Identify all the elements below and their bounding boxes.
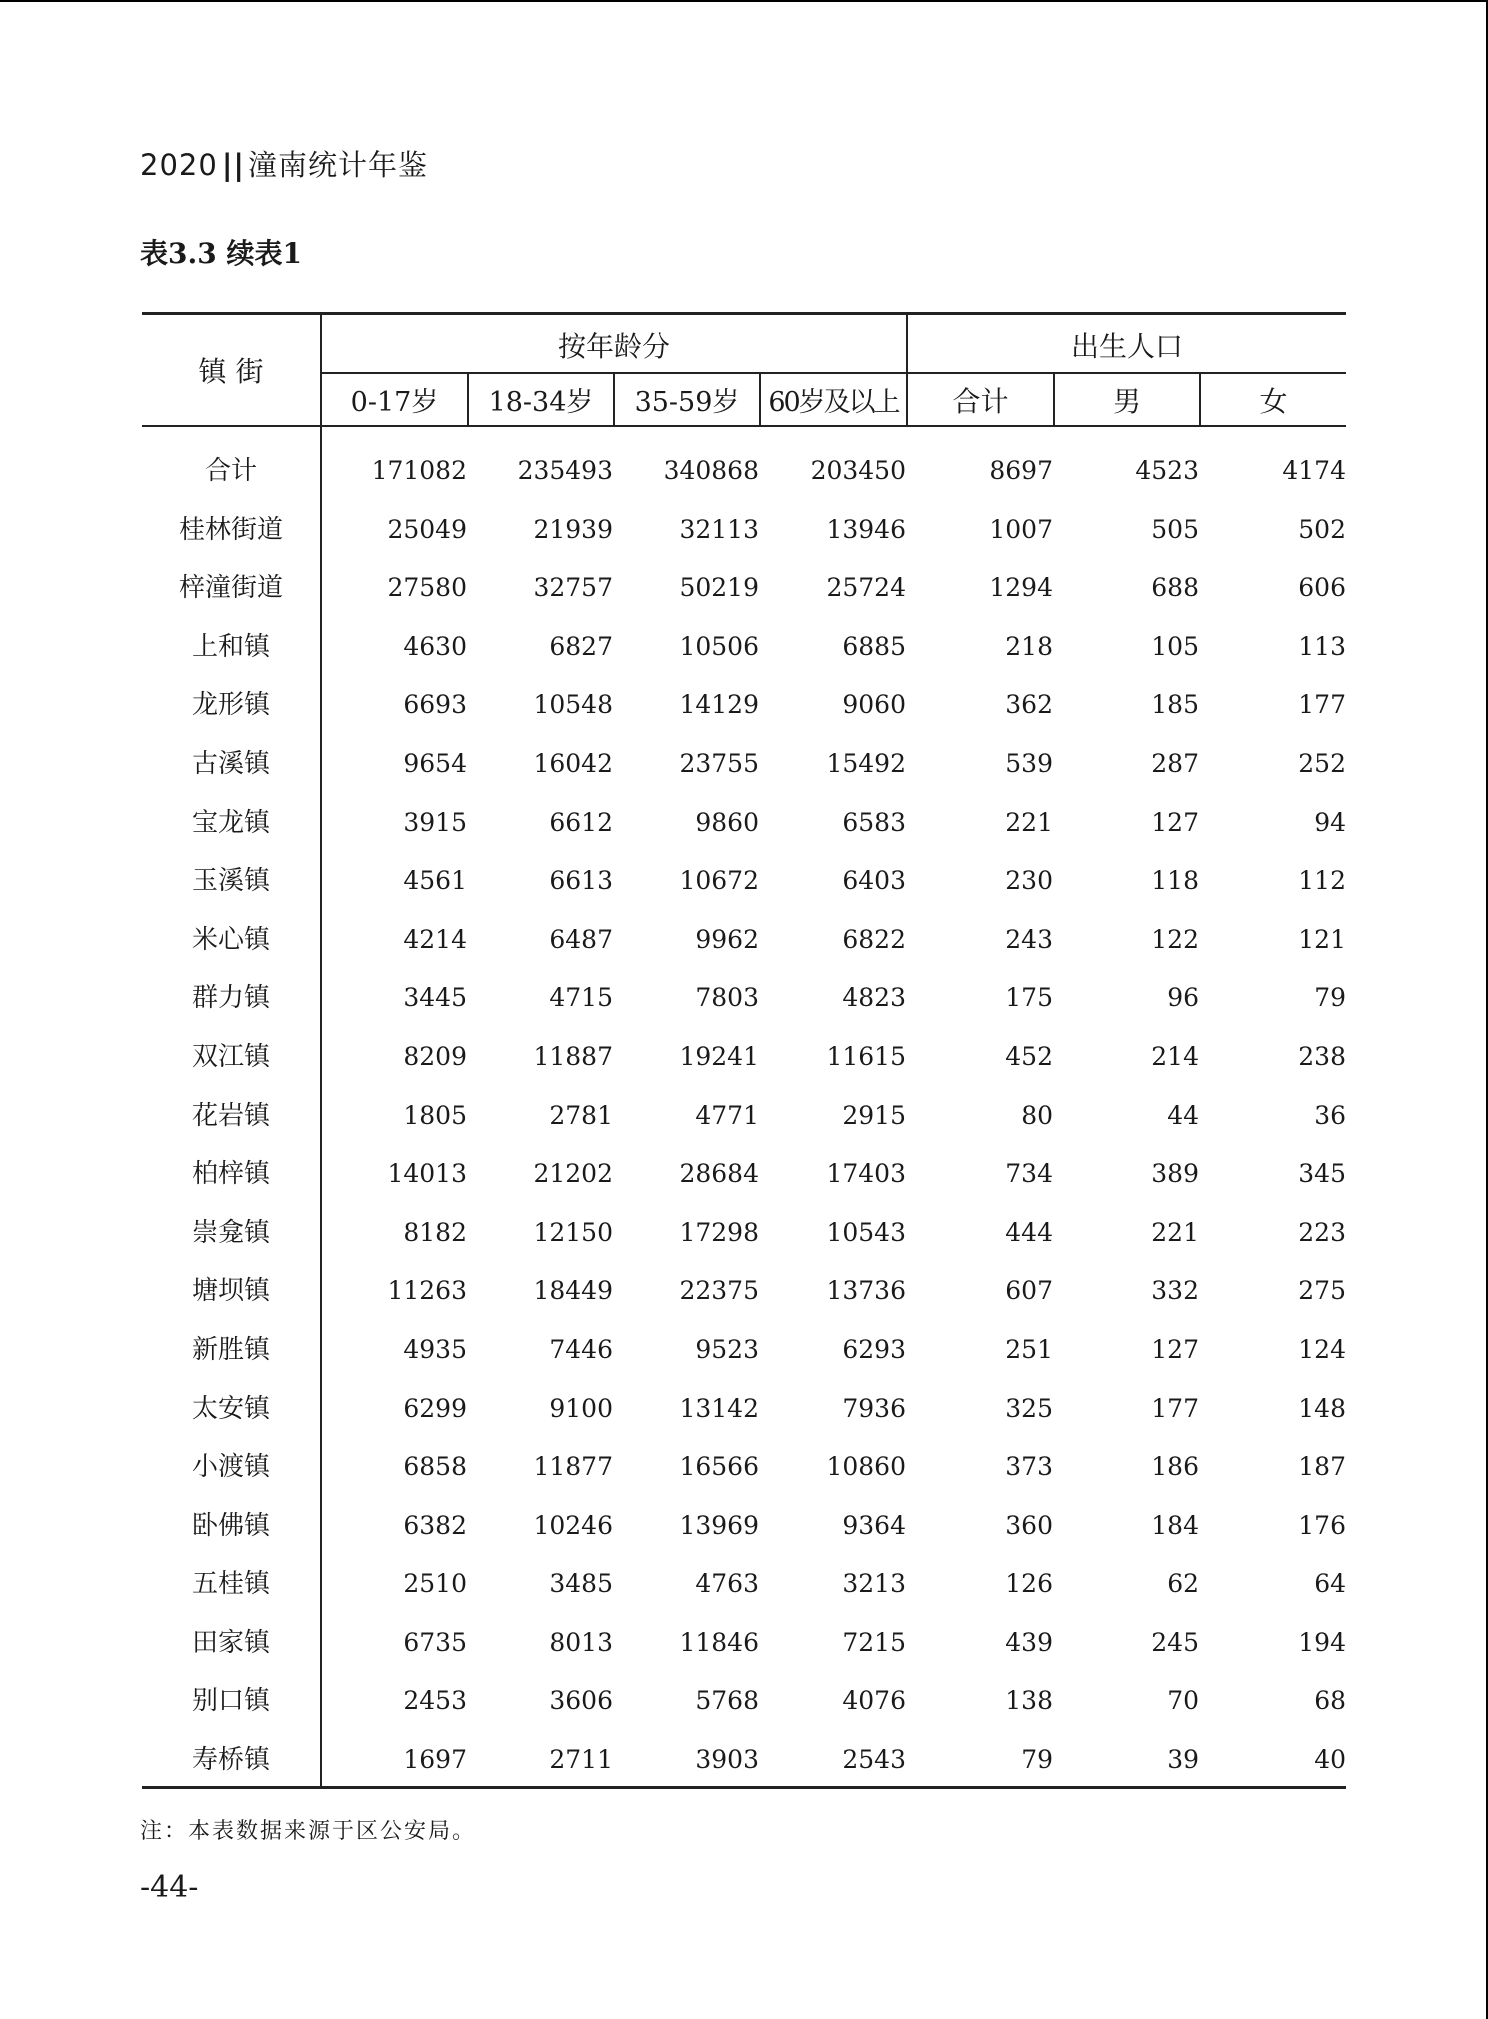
row-value: 444: [1005, 1217, 1053, 1247]
row-value: 203450: [810, 456, 906, 485]
row-name: 太安镇: [191, 1393, 270, 1424]
table-top-rule: [142, 312, 1346, 315]
row-value: 6827: [549, 631, 613, 661]
table-row: [142, 735, 1346, 794]
row-value: 14129: [679, 690, 759, 720]
row-value: 539: [1005, 748, 1053, 778]
row-value: 275: [1298, 1276, 1346, 1306]
row-value: 9100: [549, 1393, 613, 1423]
row-value: 3485: [549, 1569, 613, 1599]
table-row: [142, 501, 1346, 560]
row-name: 五桂镇: [191, 1569, 270, 1600]
row-value: 177: [1298, 690, 1346, 720]
row-value: 4823: [842, 983, 906, 1013]
row-value: 118: [1151, 866, 1199, 896]
row-value: 6613: [549, 866, 613, 896]
running-head: [140, 143, 428, 184]
row-value: 2510: [403, 1569, 467, 1599]
col-header-age-35-59: 35-59岁: [634, 387, 740, 418]
row-value: 22375: [679, 1276, 759, 1306]
row-value: 6693: [403, 690, 467, 720]
row-value: 218: [1005, 631, 1053, 661]
row-name: 双江镇: [191, 1041, 270, 1072]
row-value: 3445: [403, 983, 467, 1013]
row-value: 32757: [533, 573, 613, 603]
row-value: 439: [1005, 1627, 1053, 1657]
row-name: 塘坝镇: [191, 1276, 270, 1307]
row-value: 3213: [842, 1569, 906, 1599]
row-name: 米心镇: [191, 924, 270, 955]
row-value: 12150: [533, 1217, 613, 1247]
row-name: 新胜镇: [191, 1334, 270, 1365]
row-value: 105: [1151, 631, 1199, 661]
page-number: -44-: [140, 1870, 199, 1905]
row-value: 734: [1005, 1159, 1053, 1189]
row-value: 9860: [695, 807, 759, 837]
row-value: 221: [1005, 807, 1053, 837]
row-value: 2543: [842, 1745, 906, 1775]
row-value: 362: [1005, 690, 1053, 720]
row-value: 79: [1314, 983, 1346, 1013]
row-value: 452: [1005, 1041, 1053, 1071]
row-value: 68: [1314, 1686, 1346, 1716]
table-row: [142, 1438, 1346, 1497]
row-value: 36: [1314, 1100, 1346, 1130]
row-value: 186: [1151, 1452, 1199, 1482]
row-value: 9962: [695, 924, 759, 954]
row-value: 171082: [371, 456, 467, 485]
row-name: 玉溪镇: [191, 866, 270, 897]
row-value: 127: [1151, 1334, 1199, 1364]
row-value: 70: [1167, 1686, 1199, 1716]
table-row: [142, 1672, 1346, 1731]
row-value: 17403: [826, 1159, 906, 1189]
row-value: 4561: [403, 866, 467, 896]
row-value: 340868: [663, 456, 759, 485]
row-value: 13736: [826, 1276, 906, 1306]
row-value: 5768: [695, 1686, 759, 1716]
row-value: 688: [1151, 573, 1199, 603]
row-value: 332: [1151, 1276, 1199, 1306]
row-name: 桂林街道: [178, 514, 283, 545]
row-value: 18449: [533, 1276, 613, 1306]
row-name: 卧佛镇: [191, 1510, 270, 1541]
row-value: 325: [1005, 1393, 1053, 1423]
header-bottom-rule: [142, 425, 1346, 427]
col-header-birth-female: 女: [1259, 385, 1288, 418]
row-value: 50219: [679, 573, 759, 603]
row-value: 16042: [533, 748, 613, 778]
row-value: 2453: [403, 1686, 467, 1716]
row-name: 龙形镇: [191, 690, 270, 721]
col-header-birth-total: 合计: [952, 385, 1009, 418]
row-value: 4715: [549, 983, 613, 1013]
row-value: 25049: [387, 514, 467, 544]
row-value: 148: [1298, 1393, 1346, 1423]
row-value: 214: [1151, 1041, 1199, 1071]
row-value: 11846: [679, 1627, 759, 1657]
row-value: 177: [1151, 1393, 1199, 1423]
row-value: 4763: [695, 1569, 759, 1599]
row-value: 21202: [533, 1159, 613, 1189]
table-row: [142, 1555, 1346, 1614]
row-value: 64: [1314, 1569, 1346, 1599]
row-value: 13969: [679, 1510, 759, 1540]
table-row: [142, 1262, 1346, 1321]
row-value: 9364: [842, 1510, 906, 1540]
table-row: [142, 1614, 1346, 1673]
row-value: 10543: [826, 1217, 906, 1247]
row-value: 10506: [679, 631, 759, 661]
running-head-separator: ||: [221, 148, 245, 182]
row-name: 花岩镇: [191, 1100, 270, 1131]
table-row: [142, 969, 1346, 1028]
row-value: 345: [1298, 1159, 1346, 1189]
row-value: 94: [1314, 807, 1346, 837]
row-value: 79: [1021, 1745, 1053, 1775]
row-value: 62: [1167, 1569, 1199, 1599]
row-name: 别口镇: [191, 1686, 270, 1717]
row-name: 上和镇: [191, 631, 270, 662]
row-value: 3606: [549, 1686, 613, 1716]
row-value: 1697: [403, 1745, 467, 1775]
row-value: 360: [1005, 1510, 1053, 1540]
row-name: 柏梓镇: [191, 1159, 270, 1190]
row-value: 80: [1021, 1100, 1053, 1130]
row-value: 8182: [403, 1217, 467, 1247]
row-value: 127: [1151, 807, 1199, 837]
row-value: 23755: [679, 748, 759, 778]
col-header-age-18-34: 18-34岁: [488, 387, 594, 418]
row-value: 3915: [403, 807, 467, 837]
row-value: 113: [1298, 631, 1346, 661]
row-value: 185: [1151, 690, 1199, 720]
row-value: 10548: [533, 690, 613, 720]
row-value: 287: [1151, 748, 1199, 778]
row-value: 19241: [679, 1041, 759, 1071]
table-row: [142, 911, 1346, 970]
row-name: 田家镇: [191, 1627, 270, 1658]
table-row: [142, 1087, 1346, 1146]
row-name: 宝龙镇: [191, 807, 270, 838]
table-title: 表3.3 续表1: [140, 237, 302, 270]
row-name: 合计: [204, 456, 257, 486]
row-value: 9654: [403, 748, 467, 778]
row-value: 10246: [533, 1510, 613, 1540]
row-value: 245: [1151, 1627, 1199, 1657]
row-value: 1007: [989, 514, 1053, 544]
row-value: 7446: [549, 1334, 613, 1364]
row-value: 373: [1005, 1452, 1053, 1482]
row-value: 187: [1298, 1452, 1346, 1482]
row-value: 6735: [403, 1627, 467, 1657]
page-top-border: [0, 0, 1488, 2]
row-value: 1294: [989, 573, 1053, 603]
table-row: [142, 1321, 1346, 1380]
row-value: 6885: [842, 631, 906, 661]
row-label-header: 镇 街: [198, 355, 264, 388]
row-value: 11887: [533, 1041, 613, 1071]
row-name: 寿桥镇: [191, 1745, 270, 1776]
row-value: 505: [1151, 514, 1199, 544]
table-row: [142, 852, 1346, 911]
col-header-birth-male: 男: [1112, 385, 1141, 418]
row-name: 群力镇: [191, 983, 270, 1014]
row-value: 194: [1298, 1627, 1346, 1657]
row-value: 2915: [842, 1100, 906, 1130]
row-value: 4214: [403, 924, 467, 954]
row-value: 8013: [549, 1627, 613, 1657]
row-value: 230: [1005, 866, 1053, 896]
table-row: [142, 1145, 1346, 1204]
table-row: [142, 676, 1346, 735]
row-value: 4076: [842, 1686, 906, 1716]
table-row: [142, 1380, 1346, 1439]
row-value: 4174: [1282, 456, 1346, 485]
row-value: 13946: [826, 514, 906, 544]
row-value: 7803: [695, 983, 759, 1013]
row-value: 11263: [387, 1276, 467, 1306]
table-row: [142, 442, 1346, 501]
table-row: [142, 1028, 1346, 1087]
row-value: 607: [1005, 1276, 1053, 1306]
row-name: 古溪镇: [191, 748, 270, 779]
row-value: 96: [1167, 983, 1199, 1013]
row-value: 238: [1298, 1041, 1346, 1071]
row-value: 6822: [842, 924, 906, 954]
table-row: [142, 1204, 1346, 1263]
row-value: 9060: [842, 690, 906, 720]
row-value: 223: [1298, 1217, 1346, 1247]
row-value: 1805: [403, 1100, 467, 1130]
row-value: 6583: [842, 807, 906, 837]
row-value: 6487: [549, 924, 613, 954]
row-value: 124: [1298, 1334, 1346, 1364]
row-value: 121: [1298, 924, 1346, 954]
row-name: 小渡镇: [191, 1452, 270, 1483]
table-row: [142, 1731, 1346, 1790]
row-value: 10860: [826, 1452, 906, 1482]
table-row: [142, 618, 1346, 677]
table-note: 注：本表数据来源于区公安局。: [140, 1819, 477, 1844]
row-value: 11877: [533, 1452, 613, 1482]
table-row: [142, 559, 1346, 618]
row-value: 3903: [695, 1745, 759, 1775]
row-name: 梓潼街道: [178, 573, 283, 604]
table-row: [142, 794, 1346, 853]
row-value: 11615: [826, 1041, 906, 1071]
row-value: 14013: [387, 1159, 467, 1189]
row-value: 6858: [403, 1452, 467, 1482]
row-value: 27580: [387, 573, 467, 603]
row-value: 138: [1005, 1686, 1053, 1716]
age-group-header: 按年龄分: [557, 330, 670, 363]
row-value: 6403: [842, 866, 906, 896]
running-head-title: 潼南统计年鉴: [248, 148, 429, 182]
row-value: 252: [1298, 748, 1346, 778]
row-value: 112: [1298, 866, 1346, 896]
row-value: 15492: [826, 748, 906, 778]
birth-group-header: 出生人口: [1070, 330, 1183, 363]
row-value: 6382: [403, 1510, 467, 1540]
row-value: 8209: [403, 1041, 467, 1071]
col-header-age-0-17: 0-17岁: [350, 387, 439, 418]
row-value: 4630: [403, 631, 467, 661]
row-value: 21939: [533, 514, 613, 544]
table-row: [142, 1497, 1346, 1556]
row-value: 221: [1151, 1217, 1199, 1247]
row-value: 175: [1005, 983, 1053, 1013]
row-value: 4771: [695, 1100, 759, 1130]
row-value: 126: [1005, 1569, 1053, 1599]
col-header-age-60-plus: 60岁及以上: [768, 387, 899, 418]
group-divider-rule: [322, 372, 1346, 374]
row-value: 10672: [679, 866, 759, 896]
table-body: [142, 442, 1346, 1790]
row-value: 4523: [1135, 456, 1199, 485]
row-value: 16566: [679, 1452, 759, 1482]
row-value: 2781: [549, 1100, 613, 1130]
row-value: 7936: [842, 1393, 906, 1423]
row-value: 39: [1167, 1745, 1199, 1775]
row-value: 32113: [679, 514, 759, 544]
row-value: 17298: [679, 1217, 759, 1247]
row-value: 502: [1298, 514, 1346, 544]
row-value: 235493: [517, 456, 613, 485]
row-value: 7215: [842, 1627, 906, 1657]
row-value: 4935: [403, 1334, 467, 1364]
running-head-year: 2020: [140, 148, 218, 182]
row-value: 606: [1298, 573, 1346, 603]
row-value: 44: [1167, 1100, 1199, 1130]
row-value: 40: [1314, 1745, 1346, 1775]
row-value: 122: [1151, 924, 1199, 954]
row-value: 2711: [549, 1745, 613, 1775]
row-value: 28684: [679, 1159, 759, 1189]
row-value: 251: [1005, 1334, 1053, 1364]
row-value: 176: [1298, 1510, 1346, 1540]
row-value: 13142: [679, 1393, 759, 1423]
row-value: 6293: [842, 1334, 906, 1364]
row-value: 243: [1005, 924, 1053, 954]
row-value: 9523: [695, 1334, 759, 1364]
row-value: 6612: [549, 807, 613, 837]
row-value: 184: [1151, 1510, 1199, 1540]
row-value: 6299: [403, 1393, 467, 1423]
row-value: 8697: [989, 456, 1053, 485]
row-value: 25724: [826, 573, 906, 603]
row-value: 389: [1151, 1159, 1199, 1189]
row-name: 崇龛镇: [191, 1217, 270, 1248]
